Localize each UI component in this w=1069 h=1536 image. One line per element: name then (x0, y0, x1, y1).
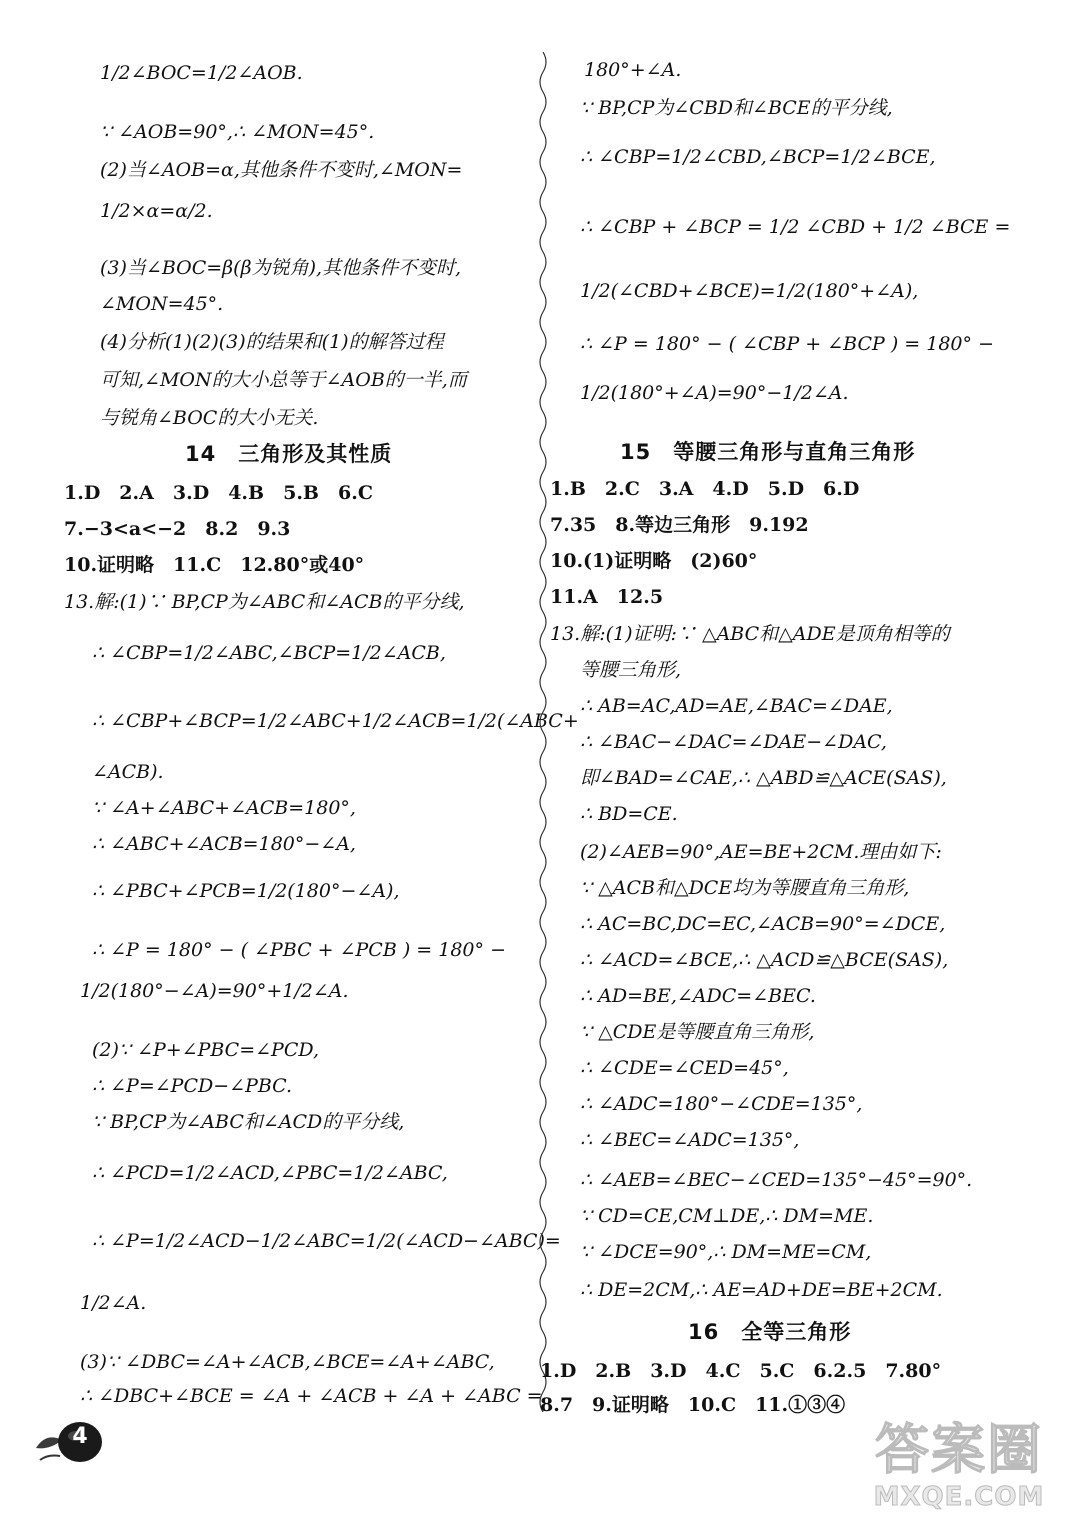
page-number: 4 (72, 1424, 88, 1449)
section-16-title: 16 全等三角形 (688, 1320, 852, 1344)
s14-sol-1: 13.解:(1)∵ BP,CP为∠ABC和∠ACB的平分线, (64, 591, 465, 613)
s15-answers-2: 7.35 8.等边三角形 9.192 (550, 514, 809, 536)
s15-sol-13: ∴ ∠CDE=∠CED=45°, (580, 1057, 789, 1079)
s14-answers-2: 7.−3<a<−2 8.2 9.3 (64, 518, 291, 540)
column-divider (536, 52, 550, 1412)
s14-sol-3: ∴ ∠CBP+∠BCP=1/2∠ABC+1/2∠ACB=1/2(∠ABC+ (92, 710, 579, 732)
s15-sol-5: 即∠BAD=∠CAE,∴ △ABD≌△ACE(SAS), (580, 767, 947, 789)
s15-sol-16: ∴ ∠AEB=∠BEC−∠CED=135°−45°=90°. (580, 1169, 973, 1191)
s14-sol-5: ∵ ∠A+∠ABC+∠ACB=180°, (92, 797, 356, 819)
s14-sol-12: ∵ BP,CP为∠ABC和∠ACD的平分线, (92, 1111, 405, 1133)
s14-sol-13: ∴ ∠PCD=1/2∠ACD,∠PBC=1/2∠ABC, (92, 1162, 448, 1184)
s15-sol-15: ∴ ∠BEC=∠ADC=135°, (580, 1129, 800, 1151)
s14-sol-14: ∴ ∠P=1/2∠ACD−1/2∠ABC=1/2(∠ACD−∠ABC)= (92, 1230, 561, 1252)
right-line-5: 1/2(∠CBD+∠BCE)=1/2(180°+∠A), (580, 280, 919, 302)
s14-sol-7: ∴ ∠PBC+∠PCB=1/2(180°−∠A), (92, 880, 400, 902)
s15-sol-9: ∴ AC=BC,DC=EC,∠ACB=90°=∠DCE, (580, 913, 946, 935)
s15-sol-3: ∴ AB=AC,AD=AE,∠BAC=∠DAE, (580, 695, 893, 717)
right-line-6: ∴ ∠P = 180° − ( ∠CBP + ∠BCP ) = 180° − (580, 333, 994, 355)
left-line-9: 与锐角∠BOC的大小无关. (100, 407, 319, 429)
watermark-top: 答案圈 (875, 1418, 1043, 1481)
left-line-1: 1/2∠BOC=1/2∠AOB. (100, 62, 303, 84)
s14-sol-15: 1/2∠A. (80, 1292, 147, 1314)
s14-sol-16: (3)∵ ∠DBC=∠A+∠ACB,∠BCE=∠A+∠ABC, (80, 1351, 495, 1373)
s14-sol-11: ∴ ∠P=∠PCD−∠PBC. (92, 1075, 293, 1097)
right-line-3: ∴ ∠CBP=1/2∠CBD,∠BCP=1/2∠BCE, (580, 146, 936, 168)
right-line-2: ∵ BP,CP为∠CBD和∠BCE的平分线, (580, 97, 893, 119)
s15-sol-12: ∵ △CDE是等腰直角三角形, (580, 1021, 815, 1043)
s15-sol-18: ∵ ∠DCE=90°,∴ DM=ME=CM, (580, 1241, 872, 1263)
left-line-6: ∠MON=45°. (100, 293, 224, 315)
right-line-4: ∴ ∠CBP + ∠BCP = 1/2 ∠CBD + 1/2 ∠BCE = (580, 216, 1011, 238)
s15-answers-4: 11.A 12.5 (550, 586, 664, 608)
s14-sol-2: ∴ ∠CBP=1/2∠ABC,∠BCP=1/2∠ACB, (92, 642, 446, 664)
left-line-3: (2)当∠AOB=α,其他条件不变时,∠MON= (100, 159, 463, 181)
section-14-title: 14 三角形及其性质 (185, 442, 393, 466)
section-15-title: 15 等腰三角形与直角三角形 (620, 440, 916, 464)
s15-sol-11: ∴ AD=BE,∠ADC=∠BEC. (580, 985, 816, 1007)
s15-sol-7: (2)∠AEB=90°,AE=BE+2CM.理由如下: (580, 841, 942, 863)
s15-sol-1: 13.解:(1)证明:∵ △ABC和△ADE是顶角相等的 (550, 623, 950, 645)
left-line-5: (3)当∠BOC=β(β为锐角),其他条件不变时, (100, 257, 462, 279)
s14-sol-8: ∴ ∠P = 180° − ( ∠PBC + ∠PCB ) = 180° − (92, 939, 506, 961)
s15-answers-3: 10.(1)证明略 (2)60° (550, 550, 758, 572)
s15-sol-17: ∵ CD=CE,CM⊥DE,∴ DM=ME. (580, 1205, 874, 1227)
s15-answers-1: 1.B 2.C 3.A 4.D 5.D 6.D (550, 478, 860, 500)
s15-sol-14: ∴ ∠ADC=180°−∠CDE=135°, (580, 1093, 863, 1115)
s15-sol-6: ∴ BD=CE. (580, 803, 678, 825)
s15-sol-19: ∴ DE=2CM,∴ AE=AD+DE=BE+2CM. (580, 1279, 943, 1301)
s15-sol-2: 等腰三角形, (580, 659, 682, 681)
s15-sol-8: ∵ △ACB和△DCE均为等腰直角三角形, (580, 877, 910, 899)
right-line-1: 180°+∠A. (584, 59, 682, 81)
s16-answers-2: 8.7 9.证明略 10.C 11.①③④ (540, 1394, 846, 1416)
left-line-2: ∵ ∠AOB=90°,∴ ∠MON=45°. (100, 121, 375, 143)
s16-answers-1: 1.D 2.B 3.D 4.C 5.C 6.2.5 7.80° (540, 1360, 942, 1382)
s14-answers-3: 10.证明略 11.C 12.80°或40° (64, 554, 365, 576)
s14-sol-6: ∴ ∠ABC+∠ACB=180°−∠A, (92, 833, 356, 855)
page-number-badge (30, 1412, 110, 1472)
right-line-7: 1/2(180°+∠A)=90°−1/2∠A. (580, 382, 849, 404)
s15-sol-10: ∴ ∠ACD=∠BCE,∴ △ACD≌△BCE(SAS), (580, 949, 949, 971)
s14-sol-10: (2)∵ ∠P+∠PBC=∠PCD, (92, 1039, 319, 1061)
left-line-4: 1/2×α=α/2. (100, 200, 213, 222)
left-line-8: 可知,∠MON的大小总等于∠AOB的一半,而 (100, 369, 467, 391)
s14-sol-4: ∠ACB). (92, 761, 164, 783)
s15-sol-4: ∴ ∠BAC−∠DAC=∠DAE−∠DAC, (580, 731, 887, 753)
s14-sol-17: ∴ ∠DBC+∠BCE = ∠A + ∠ACB + ∠A + ∠ABC = (80, 1385, 543, 1407)
s14-answers-1: 1.D 2.A 3.D 4.B 5.B 6.C (64, 482, 373, 504)
s14-sol-9: 1/2(180°−∠A)=90°+1/2∠A. (80, 980, 349, 1002)
left-line-7: (4)分析(1)(2)(3)的结果和(1)的解答过程 (100, 331, 444, 353)
watermark-bottom: MXQE.COM (873, 1482, 1045, 1512)
watermark-logo (859, 1418, 1059, 1528)
